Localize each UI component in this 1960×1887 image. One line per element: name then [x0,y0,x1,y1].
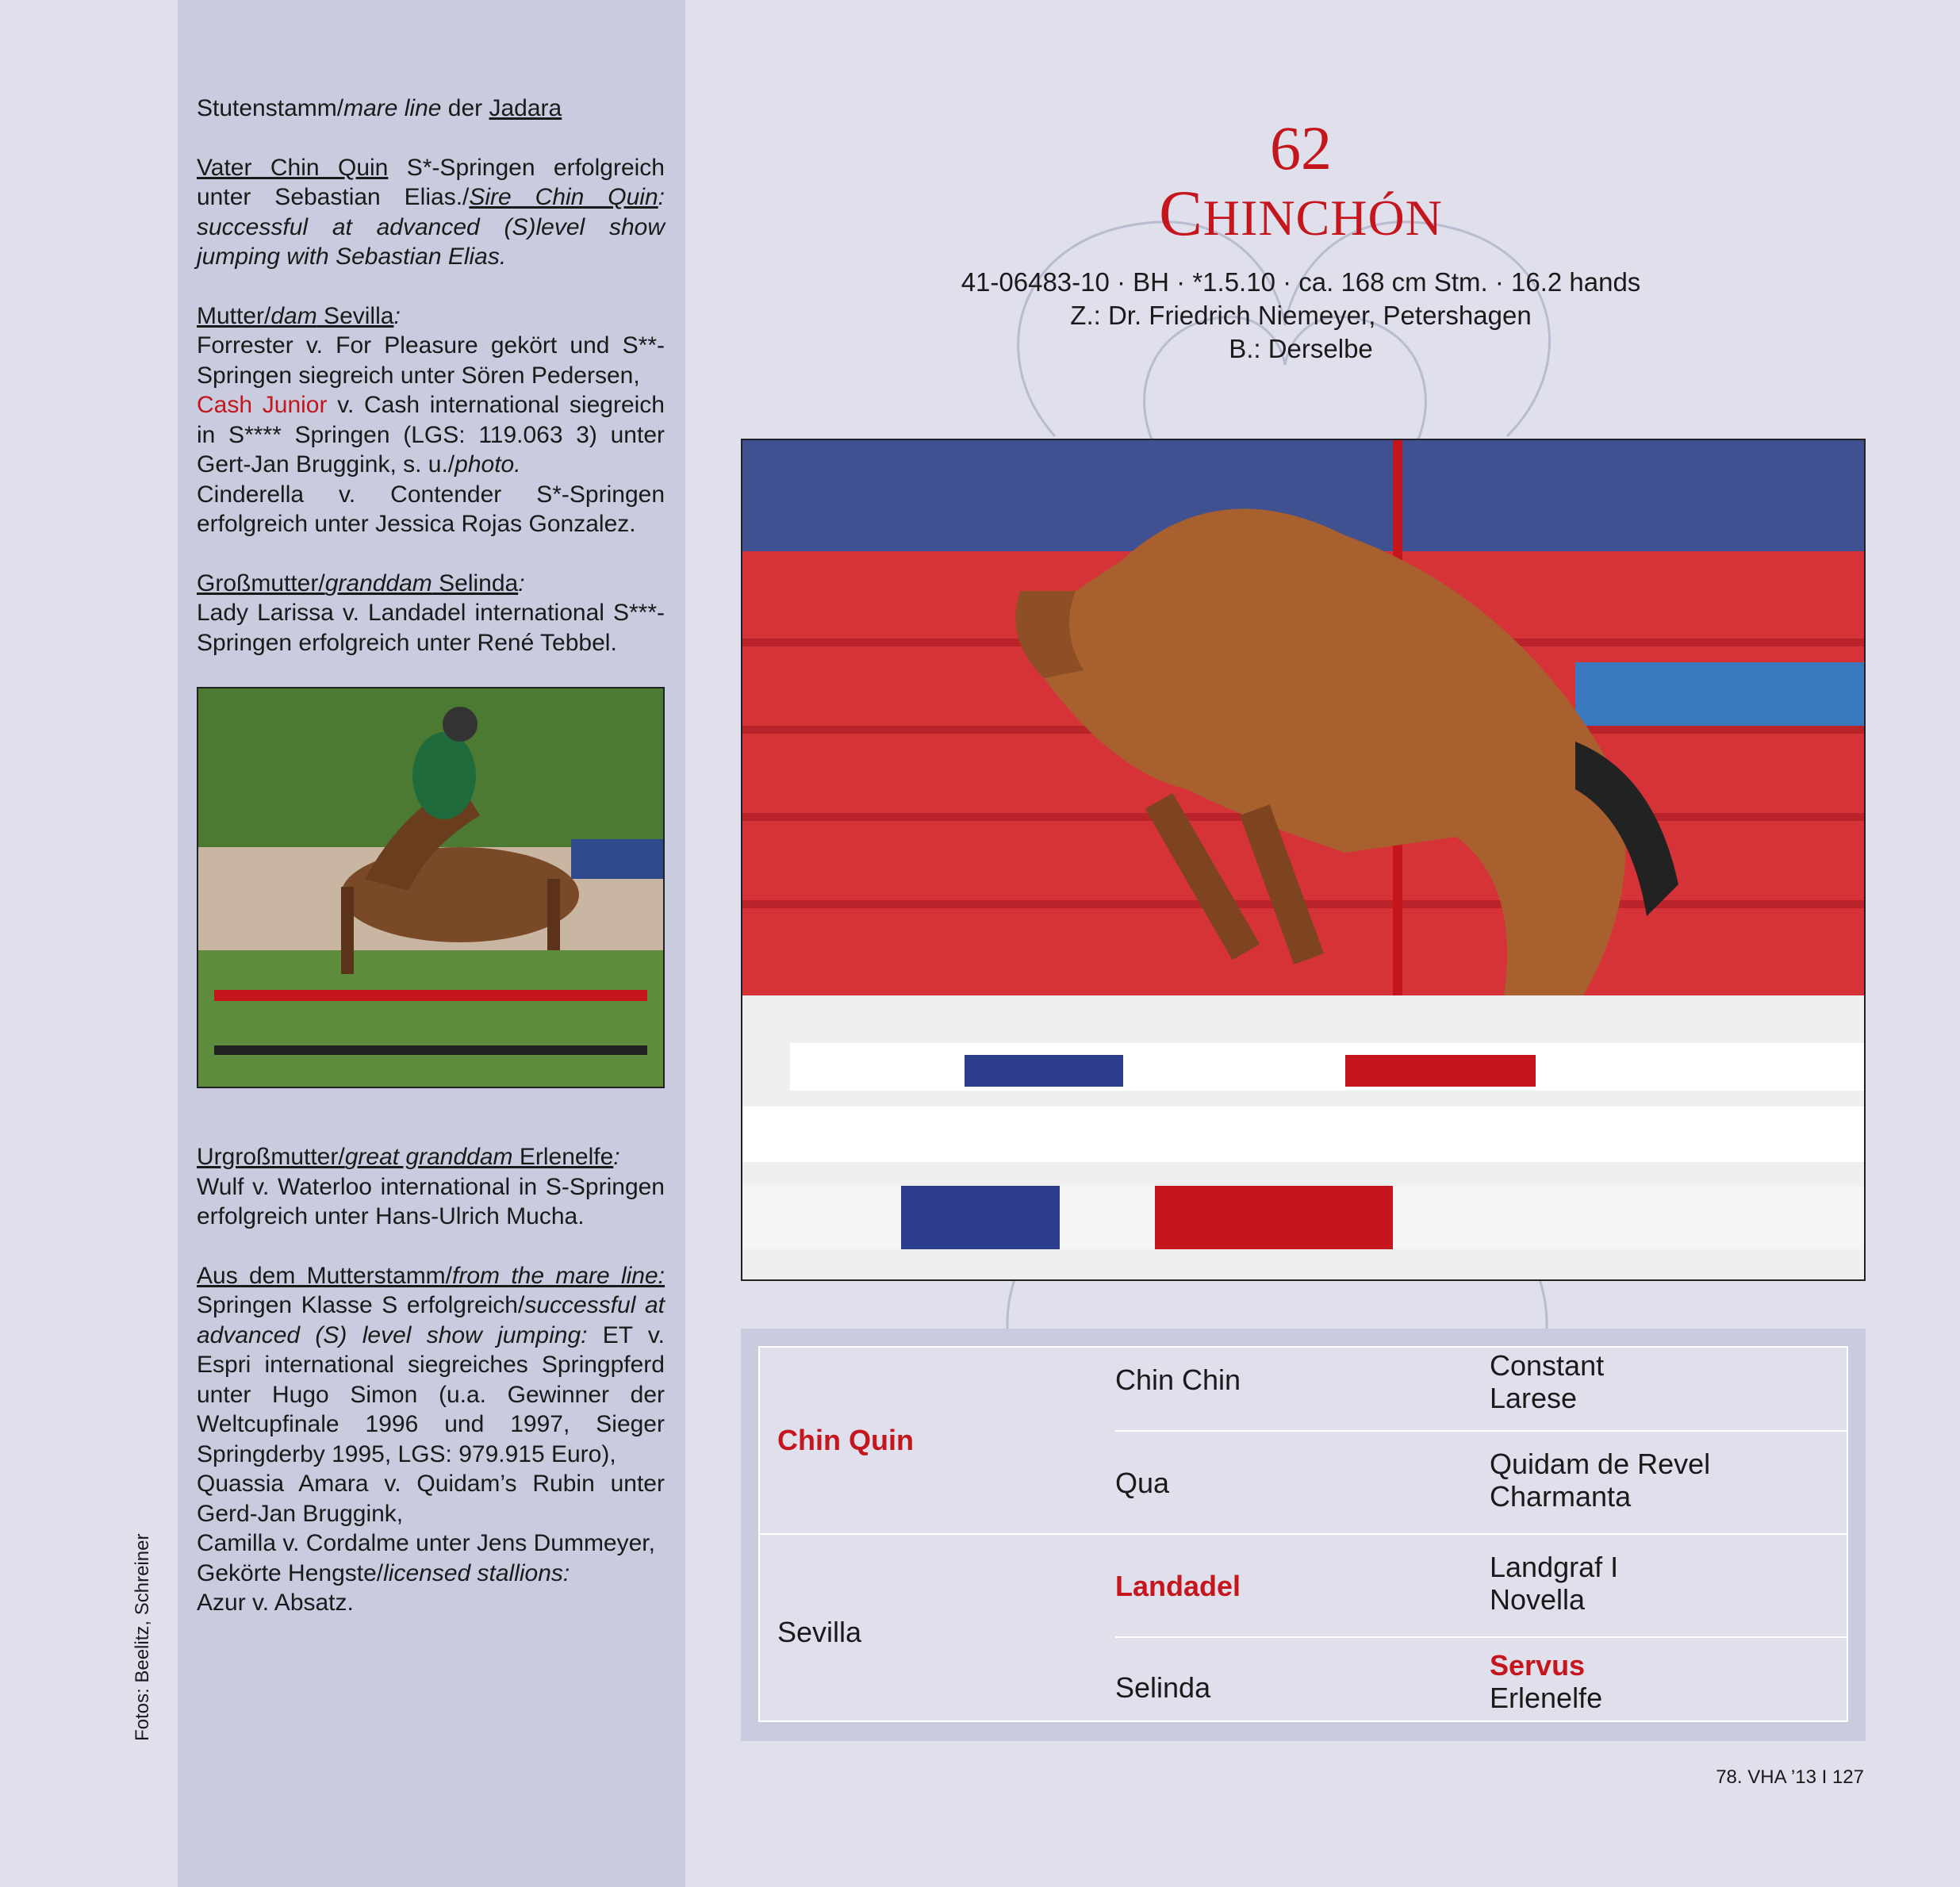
dam-red-name: Cash Junior [197,392,328,418]
pedigree-sire: Chin Quin [777,1424,914,1456]
mare-line-results-heading [197,1263,665,1289]
granddam-heading-de: Großmutter/ [197,570,325,596]
mare-line-results-text-1-italic: successful at advanced (S) level show jumping: [197,1292,665,1348]
dam-heading-name: Sevilla [316,302,394,329]
dam-line-3: Cinderella v. Contender S*-Springen erfolgreich unter Jessica Rojas Gonzalez. [197,481,665,537]
pedigree-sire-dam: Qua [1115,1467,1170,1499]
pedigree-dss: Landgraf I [1490,1551,1619,1583]
pedigree-dsd: Novella [1490,1583,1586,1616]
owner-line: B.: Derselbe [1229,334,1373,363]
mare-line-results-text-5: Gekörte Hengste/ [197,1559,384,1586]
mare-line-results-text-6: Azur v. Absatz. [197,1590,354,1616]
granddam-heading [197,570,518,596]
granddam-heading-name: Selinda [432,570,519,596]
mare-line-results-text-1: Springen Klasse S erfolgreich/ [197,1292,525,1318]
breeder-line: Z.: Dr. Friedrich Niemeyer, Petershagen [1070,301,1532,330]
horse-name-rest: HINCHÓN [1202,190,1443,246]
sire-text: S*-Springen erfolgreich unter Sebastian Elias./ [197,154,665,210]
main-jumping-photo [741,439,1866,1281]
horse-name-initial: C [1159,177,1203,249]
mare-line-label: Stutenstamm/ [197,95,344,121]
horse-details-line-1: 41-06483-10 · BH · *1.5.10 · ca. 168 cm Stm. · 16.2 hands [961,267,1641,297]
pedigree-dam-sire: Landadel [1115,1570,1241,1602]
mare-line-results-paragraph [197,1261,665,1618]
pedigree-ddd: Erlenelfe [1490,1682,1603,1714]
mare-line-der: der [441,95,489,121]
sire-heading: Vater Chin Quin [197,154,389,181]
dam-line-2: v. Cash international siegreich in S**** Springen (LGS: 119.063 3) unter Gert-Jan Bruggink, s. u./ [197,392,665,478]
dam-line-2-italic: photo. [455,451,521,478]
pedigree-sss: Constant [1490,1349,1605,1382]
mare-line-results-heading-de: Aus dem Mutterstamm/ [197,1262,453,1289]
sire-heading-en: Sire Chin Quin [469,184,658,210]
dam-paragraph [197,301,665,539]
pedigree-dds: Servus [1490,1649,1586,1682]
mare-line-results-text-5-italic: licensed stallions: [383,1559,570,1586]
rider-photo [197,687,665,1088]
mare-line-name: Jadara [489,95,562,121]
great-granddam-text: Wulf v. Waterloo international in S-Springen erfolgreich unter Hans-Ulrich Mucha. [197,1173,665,1229]
great-granddam-heading-de: Urgroßmutter/ [197,1144,345,1170]
sire-paragraph [197,153,665,272]
pedigree-sire-sire: Chin Chin [1115,1363,1241,1396]
pedigree-ssd: Larese [1490,1382,1578,1414]
dam-colon: : [393,302,401,329]
dam-heading [197,303,393,329]
dam-heading-de: Mutter/ [197,302,271,329]
granddam-heading-en: granddam [324,570,432,596]
dam-line-1: Forrester v. For Pleasure gekört und S**-Springen siegreich unter Sören Pedersen, [197,332,665,389]
pedigree-sdd: Charmanta [1490,1480,1632,1513]
horse-details [912,266,1690,366]
mare-line-results-text-4: Camilla v. Cordalme unter Jens Dummeyer, [197,1530,655,1556]
granddam-text: Lady Larissa v. Landadel international S***-Springen erfolgreich unter René Tebbel. [197,600,665,656]
pedigree-box [741,1329,1866,1741]
catalog-number: 62 [1270,113,1332,182]
pedigree-divider-sire [1115,1430,1847,1432]
mare-line-results-text-3: Quassia Amara v. Quidam’s Rubin unter Gerd-Jan Bruggink, [197,1471,665,1527]
great-granddam-heading-en: great granddam [344,1144,513,1170]
rider-photo-illustration [198,688,663,1087]
great-granddam-colon: : [613,1144,620,1170]
great-granddam-paragraph [197,1142,665,1232]
pedigree-dam: Sevilla [777,1616,862,1648]
page-footer: 78. VHA ’13 I 127 [1716,1766,1864,1788]
horse-name [912,177,1690,249]
great-granddam-heading-name: Erlenelfe [512,1144,614,1170]
pedigree-divider-dam [1115,1636,1847,1638]
pedigree-divider-main [760,1533,1847,1535]
sire-text-en: : successful at advanced (S)level show jumping with Sebastian Elias. [197,184,665,270]
great-granddam-heading [197,1144,613,1170]
granddam-colon: : [518,570,525,596]
mare-line-label-en: mare line [343,95,442,121]
pedigree-sds: Quidam de Revel [1490,1448,1711,1480]
mare-line-results-heading-en: from the mare line: [452,1262,665,1289]
photo-credit: Fotos: Beelitz, Schreiner [132,1533,153,1741]
pedigree-dam-dam: Selinda [1115,1671,1211,1704]
left-column [197,94,665,1647]
jumping-horse-illustration [742,440,1864,1279]
granddam-paragraph [197,569,665,658]
mare-line-results-text-2: ET v. Espri international siegreiches Springpferd unter Hugo Simon (u.a. Gewinner der Weltcupfinale 1996 und 1997, Sieger Springderby 1995, LGS: 979.915 Euro), [197,1321,665,1467]
pedigree-table [758,1346,1848,1722]
mare-line-paragraph [197,94,665,124]
dam-heading-en: dam [270,302,317,329]
